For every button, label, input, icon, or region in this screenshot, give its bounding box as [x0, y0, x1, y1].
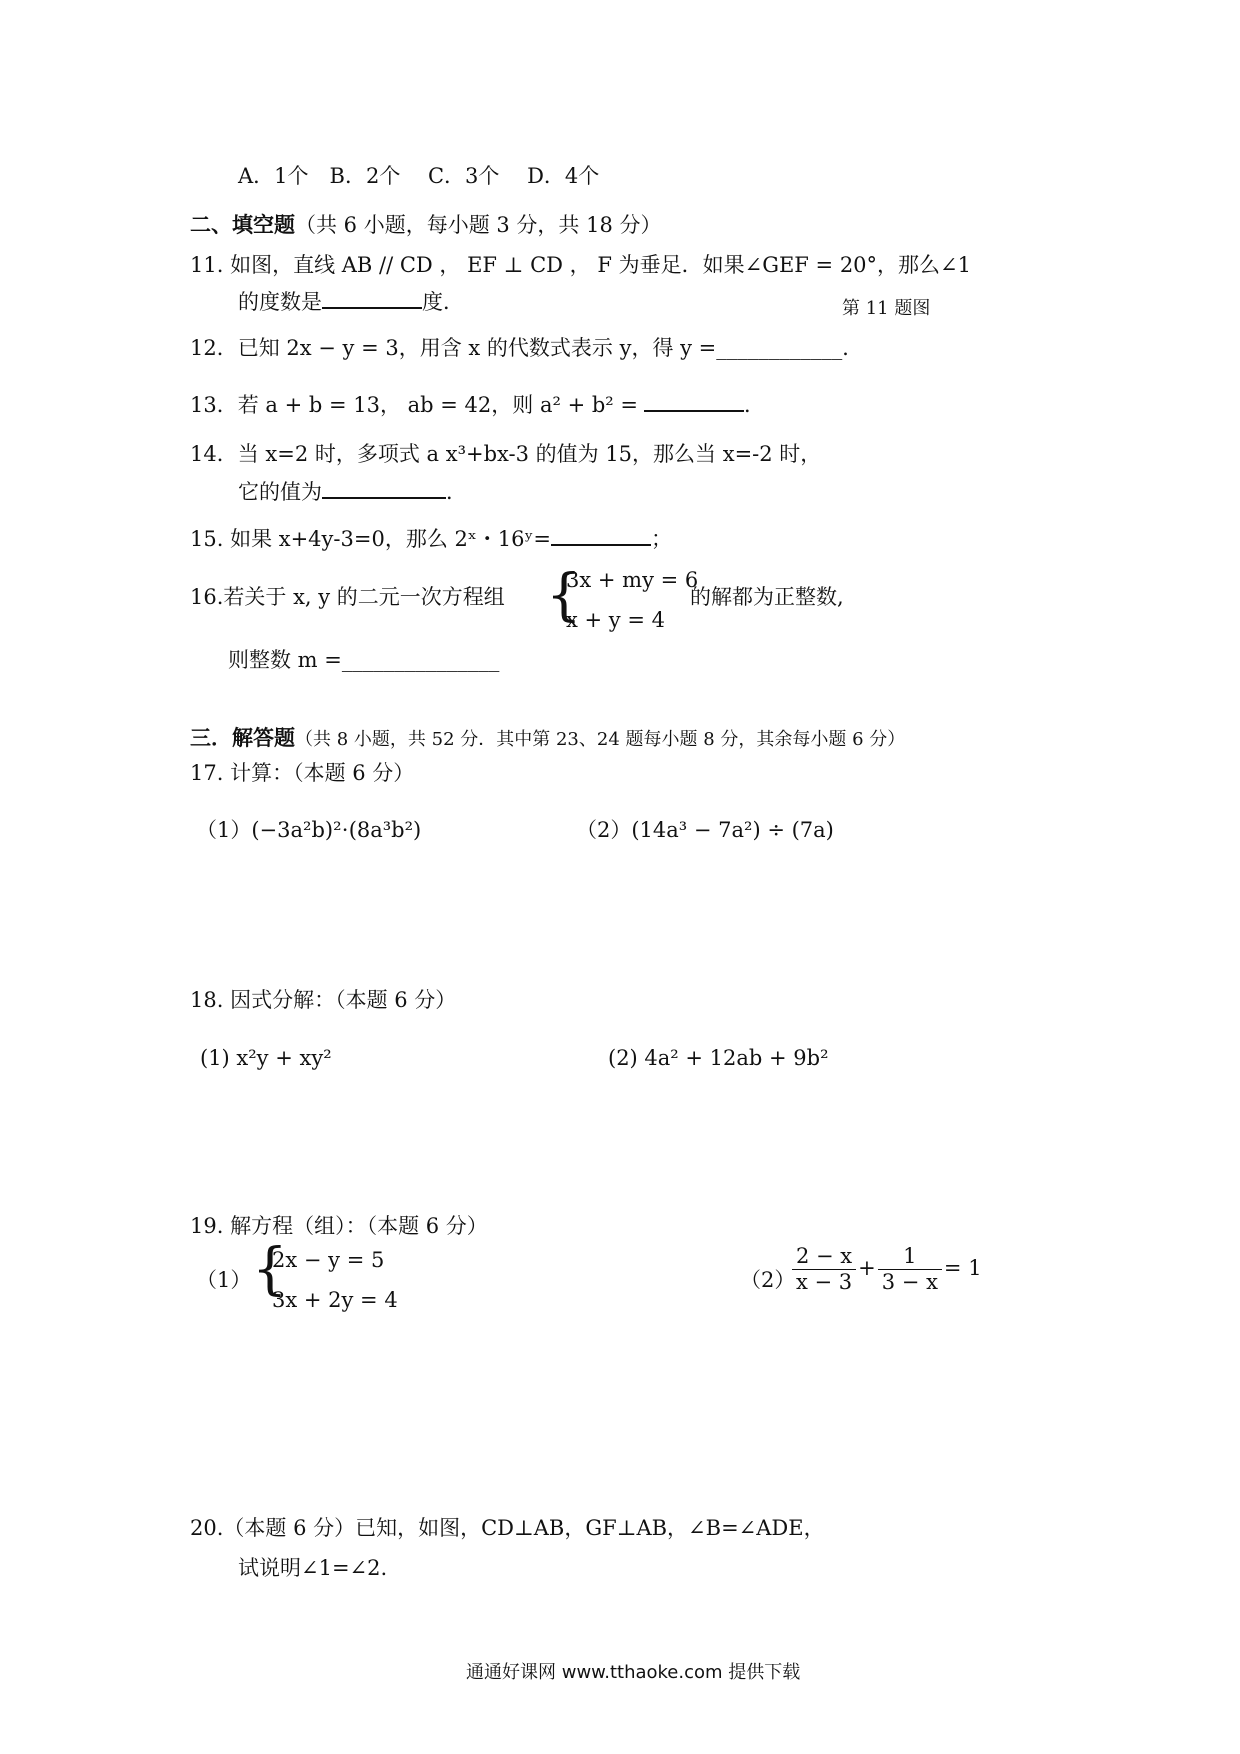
q14-line2	[238, 480, 467, 505]
q11-line2-pre: 的度数是	[238, 290, 322, 314]
q16-answer-blank[interactable]: _______________	[341, 648, 500, 672]
q14-line2-pre: 它的值为	[238, 480, 322, 504]
q11-line2	[238, 290, 464, 315]
section2-title: 二、填空题	[190, 212, 295, 237]
q14-answer-blank[interactable]	[322, 497, 446, 499]
q16-line2	[228, 648, 499, 673]
q16-line2-text: 则整数 m =	[228, 648, 342, 672]
q11-line1: 11. 如图，直线 AB // CD ， EF ⊥ CD ， F 为垂足．如果∠GEF = 20°，那么∠1	[190, 253, 971, 277]
q10-options: A．1个 B．2个 C．3个 D．4个	[238, 164, 600, 188]
q12-answer-blank[interactable]: ____________．	[716, 336, 864, 360]
q18-part1: (1) x²y + xy²	[200, 1046, 332, 1070]
q20-line1: 20.（本题 6 分）已知，如图，CD⊥AB，GF⊥AB，∠B=∠ADE，	[190, 1516, 825, 1540]
q19-system-brace: {	[252, 1237, 288, 1302]
q16-eq2: x + y = 4	[566, 608, 665, 632]
section3-header	[190, 725, 905, 751]
q17-part2: （2）(14a³ − 7a²) ÷ (7a)	[576, 818, 834, 842]
q15-answer-blank[interactable]	[551, 544, 651, 546]
q11-figure-caption: 第 11 题图	[842, 298, 931, 319]
q13-post: ．	[743, 393, 765, 417]
q19-fraction-1	[792, 1244, 856, 1295]
q19-fraction-2	[878, 1244, 942, 1295]
q19-part1-label: （1）	[196, 1268, 252, 1292]
q17-title: 17. 计算：（本题 6 分）	[190, 761, 415, 785]
q15	[190, 527, 672, 552]
q19-plus: +	[858, 1256, 876, 1281]
q19-part1-eq2: 3x + 2y = 4	[272, 1288, 398, 1312]
q19-part2-label: （2）	[740, 1268, 796, 1292]
q11-answer-blank[interactable]	[322, 307, 422, 309]
q19-part1-eq1: 2x − y = 5	[272, 1248, 385, 1272]
q16-eq1: 3x + my = 6	[566, 568, 699, 592]
q19-fraction-1-denominator: x − 3	[796, 1270, 853, 1295]
section2-header	[190, 212, 662, 238]
q13	[190, 393, 765, 418]
q16-pre: 16.若关于 x, y 的二元一次方程组	[190, 585, 505, 609]
q13-answer-blank[interactable]	[644, 410, 744, 412]
q17-part1: （1）(−3a²b)²⋅(8a³b²)	[196, 818, 422, 842]
q18-part2: (2) 4a² + 12ab + 9b²	[608, 1046, 829, 1070]
section3-title: 三．解答题	[190, 725, 295, 750]
q12-text: 12．已知 2x − y = 3，用含 x 的代数式表示 y，得 y =	[190, 336, 717, 360]
q19-fraction-1-numerator: 2 − x	[792, 1244, 856, 1270]
q18-title: 18. 因式分解：（本题 6 分）	[190, 988, 457, 1012]
q16-system-brace: {	[546, 563, 582, 628]
q15-text: 15. 如果 x+4y-3=0，那么 2ˣ・16ʸ=	[190, 527, 551, 551]
q15-post: ；	[650, 527, 672, 551]
q19-fraction-2-numerator: 1	[878, 1244, 942, 1270]
q19-fraction-2-denominator: 3 − x	[881, 1270, 938, 1295]
q14-line1: 14．当 x=2 时，多项式 a x³+bx-3 的值为 15，那么当 x=-2 时，	[190, 442, 822, 466]
q19-title: 19. 解方程（组）：（本题 6 分）	[190, 1214, 488, 1238]
q19-part2-equation	[790, 1244, 982, 1295]
q13-text: 13．若 a + b = 13， ab = 42，则 a² + b² =	[190, 393, 638, 417]
section2-note: （共 6 小题，每小题 3 分，共 18 分）	[295, 213, 662, 237]
q19-rhs: = 1	[943, 1256, 982, 1281]
footer-source: 通通好课网 www.tthaoke.com 提供下载	[466, 1662, 801, 1683]
section3-note: （共 8 小题，共 52 分．其中第 23、24 题每小题 8 分，其余每小题 6 分）	[295, 729, 906, 750]
q11-line2-post: 度．	[422, 290, 464, 314]
q14-line2-post: ．	[446, 480, 467, 504]
q12	[190, 336, 863, 361]
q20-line2: 试说明∠1=∠2.	[238, 1556, 388, 1580]
q16-post: 的解都为正整数,	[690, 585, 844, 609]
